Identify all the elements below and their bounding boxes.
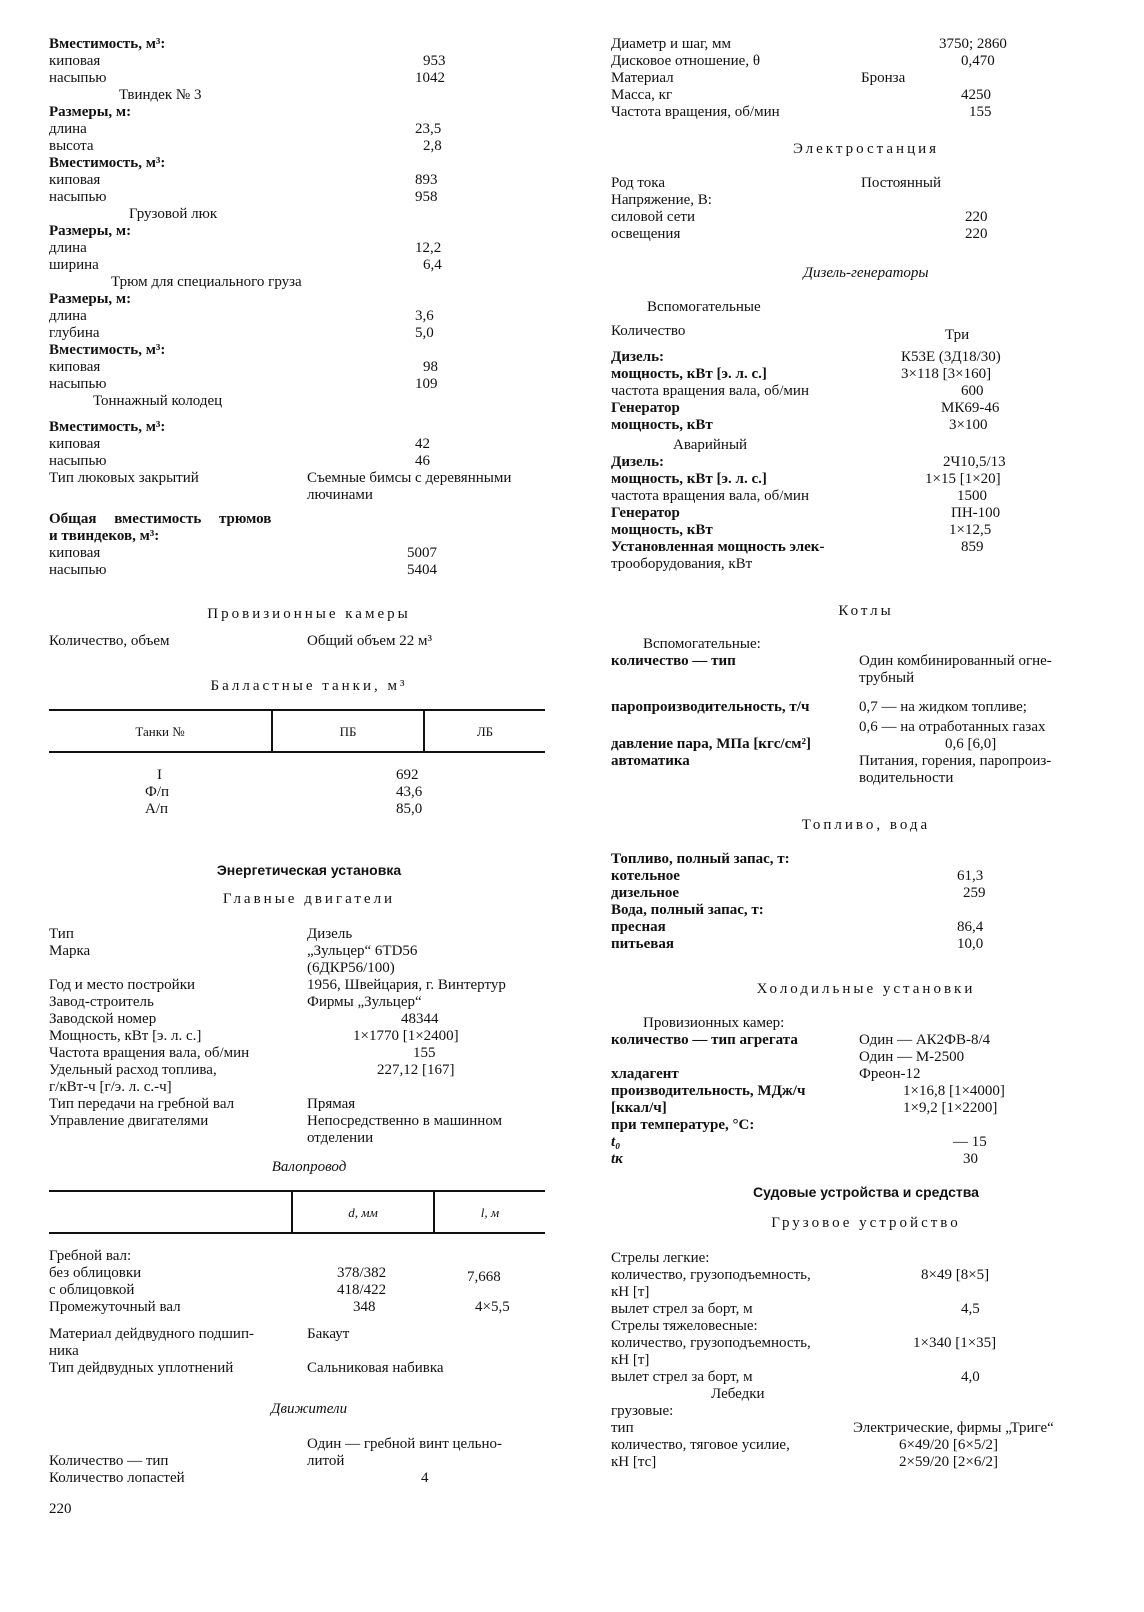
value: Три (945, 327, 970, 343)
label: Заводской номер (49, 1011, 157, 1027)
label: Управление двигателями (49, 1113, 209, 1129)
label: t₀ (611, 1134, 621, 1150)
label: Тип люковых закрытий (49, 470, 199, 486)
value: 0,6 — на отработанных газах (859, 719, 1046, 735)
label: Материал дейдвудного подшип- (49, 1326, 254, 1342)
label: Вместимость, м³: (49, 155, 166, 171)
value: 98 (423, 359, 438, 375)
label: [ккал/ч] (611, 1100, 667, 1116)
section-title: Судовые устройства и средства (753, 1184, 979, 1200)
label: Мощность, кВт [э. л. с.] (49, 1028, 202, 1044)
label: Вместимость, м³: (49, 36, 166, 52)
value: трубный (859, 670, 915, 686)
value: 1×15 [1×20] (925, 471, 1001, 487)
label: паропроизводительность, т/ч (611, 699, 810, 715)
value: К53Е (3Д18/30) (901, 349, 1001, 365)
section-title: Балластные танки, м³ (210, 678, 408, 694)
value: 5007 (407, 545, 437, 561)
subheading: Твиндек № 3 (119, 87, 202, 103)
label: мощность, кВт [э. л. с.] (611, 366, 767, 382)
value: 61,3 (957, 868, 984, 884)
value: Бакаут (307, 1326, 350, 1342)
label: Вместимость, м³: (49, 342, 166, 358)
label: Установленная мощность элек- (611, 539, 825, 555)
label: питьевая (611, 936, 674, 952)
cell: Ф/п (145, 784, 170, 800)
subheading: Провизионных камер: (643, 1015, 785, 1031)
table-row (49, 801, 569, 818)
column-header: ЛБ (424, 710, 545, 752)
value: 8×49 [8×5] (921, 1267, 990, 1283)
value: 0,7 — на жидком топливе; (859, 699, 1027, 715)
value: 2×59/20 [2×6/2] (899, 1454, 998, 1470)
label: Топливо, полный запас, т: (611, 851, 790, 867)
value: Один комбинированный огне- (859, 653, 1052, 669)
label: Род тока (611, 175, 665, 191)
label: кН [т] (611, 1352, 650, 1368)
section-title: Электростанция (792, 141, 940, 157)
label: давление пара, МПа [кгс/см²] (611, 736, 811, 752)
label: Удельный расход топлива, (49, 1062, 217, 1078)
label: вылет стрел за борт, м (611, 1301, 753, 1317)
label: глубина (49, 325, 100, 341)
cell: А/п (145, 801, 169, 817)
label: г/кВт-ч [г/э. л. с.-ч] (49, 1079, 172, 1095)
label: Количество, объем (49, 633, 170, 649)
label: Год и место постройки (49, 977, 196, 993)
value: лючинами (307, 487, 373, 503)
label: Количество (611, 323, 686, 339)
section-title: Провизионные камеры (207, 606, 411, 622)
value: 0,6 [6,0] (945, 736, 997, 752)
label: Масса, кг (611, 87, 673, 103)
label: Размеры, м: (49, 104, 132, 120)
value: 1956, Швейцария, г. Винтертур (307, 977, 506, 993)
cell: 85,0 (396, 801, 423, 817)
value: 1×9,2 [1×2200] (903, 1100, 998, 1116)
column-header: ПБ (272, 710, 424, 752)
value: 4,0 (961, 1369, 980, 1385)
section-title: Дизель-генераторы (803, 265, 929, 281)
label: Материал (611, 70, 674, 86)
value: 6,4 (423, 257, 442, 273)
value: 953 (423, 53, 446, 69)
value: 1×1770 [1×2400] (353, 1028, 459, 1044)
cell: 348 (353, 1299, 376, 1315)
label: с облицовкой (49, 1282, 135, 1298)
value: 109 (415, 376, 438, 392)
label: Дизель: (611, 454, 664, 470)
value: 893 (415, 172, 438, 188)
value: 958 (415, 189, 438, 205)
value: 3750; 2860 (939, 36, 1007, 52)
label: Частота вращения, об/мин (611, 104, 780, 120)
column-header: d, мм (292, 1191, 434, 1233)
label: Напряжение, В: (611, 192, 712, 208)
label: киповая (49, 53, 101, 69)
value: 10,0 (957, 936, 984, 952)
label: вылет стрел за борт, м (611, 1369, 753, 1385)
subheading: Тоннажный колодец (93, 393, 223, 409)
label: Стрелы тяжеловесные: (611, 1318, 758, 1334)
value: 859 (961, 539, 984, 555)
value: — 15 (953, 1134, 987, 1150)
label: автоматика (611, 753, 690, 769)
label: Частота вращения вала, об/мин (49, 1045, 250, 1061)
label: количество — тип агрегата (611, 1032, 798, 1048)
label: Диаметр и шаг, мм (611, 36, 731, 52)
value: 2,8 (423, 138, 442, 154)
value: 2Ч10,5/13 (943, 454, 1006, 470)
label: Дисковое отношение, θ (611, 53, 761, 69)
label: высота (49, 138, 94, 154)
label: без облицовки (49, 1265, 142, 1281)
value: Общий объем 22 м³ (307, 633, 432, 649)
label: Промежуточный вал (49, 1299, 181, 1315)
section-title: Топливо, вода (801, 817, 931, 833)
label: частота вращения вала, об/мин (611, 383, 809, 399)
label: киповая (49, 359, 101, 375)
label: Стрелы легкие: (611, 1250, 710, 1266)
value: 48344 (401, 1011, 439, 1027)
label: грузовые: (611, 1403, 674, 1419)
section-title: Энергетическая установка (216, 862, 402, 878)
cell: 7,668 (467, 1269, 501, 1285)
label: Генератор (611, 400, 680, 416)
subheading: Вспомогательные: (643, 636, 761, 652)
label: насыпью (49, 376, 107, 392)
value: Дизель (307, 926, 353, 942)
left-column (49, 36, 569, 1518)
table-row (49, 784, 569, 801)
column-header: Танки № (49, 710, 272, 752)
column-header: l, м (434, 1191, 545, 1233)
label: хладагент (611, 1066, 679, 1082)
label: кН [тс] (611, 1454, 657, 1470)
value: 1042 (415, 70, 445, 86)
section-title: Главные двигатели (222, 891, 396, 907)
value: Бронза (861, 70, 906, 86)
cell: 43,6 (396, 784, 423, 800)
label: киповая (49, 436, 101, 452)
label: Завод-строитель (49, 994, 154, 1010)
page-number: 220 (49, 1501, 72, 1517)
value: Фреон-12 (859, 1066, 921, 1082)
value: 227,12 [167] (377, 1062, 455, 1078)
value: отделении (307, 1130, 374, 1146)
label: длина (49, 240, 87, 256)
value: 4250 (961, 87, 991, 103)
value: (6ДКР56/100) (307, 960, 395, 976)
value: 155 (413, 1045, 436, 1061)
label: количество — тип (611, 653, 736, 669)
label: Количество — тип (49, 1453, 169, 1469)
label: при температуре, °С: (611, 1117, 755, 1133)
value: 46 (415, 453, 430, 469)
value: 3×100 (949, 417, 988, 433)
value: 1×12,5 (949, 522, 992, 538)
subheading: Аварийный (673, 437, 748, 453)
value: Один — М-2500 (859, 1049, 965, 1065)
value: 4,5 (961, 1301, 980, 1317)
value: 0,470 (961, 53, 995, 69)
label: пресная (611, 919, 666, 935)
table-row (49, 767, 569, 784)
value: 3,6 (415, 308, 434, 324)
label: ширина (49, 257, 99, 273)
value: 5404 (407, 562, 437, 578)
value: Непосредственно в машинном (307, 1113, 503, 1129)
ballast-table (49, 709, 545, 753)
label: частота вращения вала, об/мин (611, 488, 809, 504)
section-title: Движители (270, 1401, 348, 1417)
value: 1×340 [1×35] (913, 1335, 997, 1351)
value: 42 (415, 436, 430, 452)
section-title: Грузовое устройство (771, 1215, 961, 1231)
subheading: Трюм для специального груза (111, 274, 302, 290)
value: 600 (961, 383, 984, 399)
label: производительность, МДж/ч (611, 1083, 806, 1099)
label: Общая вместимость трюмов (49, 511, 272, 527)
value: 220 (965, 226, 988, 242)
label: Марка (49, 943, 91, 959)
value: 86,4 (957, 919, 984, 935)
label: количество, грузоподъемность, (611, 1335, 811, 1351)
label: освещения (611, 226, 681, 242)
cell: 378/382 (337, 1265, 387, 1281)
label: мощность, кВт (611, 522, 713, 538)
label: киповая (49, 172, 101, 188)
subheading: Грузовой люк (129, 206, 218, 222)
value: Съемные бимсы с деревянными (307, 470, 512, 486)
value: 220 (965, 209, 988, 225)
label: насыпью (49, 562, 107, 578)
cell: 418/422 (337, 1282, 387, 1298)
label: киповая (49, 545, 101, 561)
value: 259 (963, 885, 986, 901)
label: кН [т] (611, 1284, 650, 1300)
label: Количество лопастей (49, 1470, 185, 1486)
label: мощность, кВт (611, 417, 713, 433)
column-header (49, 1191, 292, 1233)
label: насыпью (49, 453, 107, 469)
value: литой (307, 1453, 345, 1469)
shaft-table (49, 1190, 545, 1234)
label: количество, грузоподъемность, (611, 1267, 811, 1283)
label: дизельное (611, 885, 680, 901)
value: 1500 (957, 488, 987, 504)
right-column (611, 36, 1121, 1471)
label: Размеры, м: (49, 223, 132, 239)
label: длина (49, 308, 87, 324)
label: Тип дейдвудных уплотнений (49, 1360, 234, 1376)
value: 4 (421, 1470, 429, 1486)
section-title: Валопровод (271, 1159, 347, 1175)
label: Вода, полный запас, т: (611, 902, 764, 918)
label: насыпью (49, 70, 107, 86)
value: Один — гребной винт цельно- (307, 1436, 503, 1452)
label: силовой сети (611, 209, 696, 225)
value: Электрические, фирмы „Триге“ (853, 1420, 1054, 1436)
label: и твиндеков, м³: (49, 528, 160, 544)
cell: 692 (396, 767, 419, 783)
cell: I (157, 767, 162, 783)
text (49, 36, 569, 53)
value: Сальниковая набивка (307, 1360, 444, 1376)
label: тип (611, 1420, 634, 1436)
value: „Зульцер“ 6TD56 (307, 943, 418, 959)
value: 155 (969, 104, 992, 120)
label: Гребной вал: (49, 1248, 132, 1264)
value: Один — АК2ФВ-8/4 (859, 1032, 991, 1048)
label: количество, тяговое усилие, (611, 1437, 790, 1453)
value: Фирмы „Зульцер“ (307, 994, 422, 1010)
section-title: Котлы (838, 603, 894, 619)
label: Тип передачи на гребной вал (49, 1096, 235, 1112)
value: Постоянный (861, 175, 941, 191)
value: 3×118 [3×160] (901, 366, 992, 382)
subheading: Вспомогательные (647, 299, 761, 315)
value: водительности (859, 770, 954, 786)
label: Тип (49, 926, 74, 942)
label: Размеры, м: (49, 291, 132, 307)
label: ника (49, 1343, 79, 1359)
value: Питания, горения, паропроиз- (859, 753, 1052, 769)
value: 23,5 (415, 121, 442, 137)
value: МК69-46 (941, 400, 1000, 416)
label: Вместимость, м³: (49, 419, 166, 435)
value: 6×49/20 [6×5/2] (899, 1437, 998, 1453)
value: Прямая (307, 1096, 356, 1112)
label: длина (49, 121, 87, 137)
label: мощность, кВт [э. л. с.] (611, 471, 767, 487)
label: Генератор (611, 505, 680, 521)
subheading: Лебедки (711, 1386, 765, 1402)
label: котельное (611, 868, 680, 884)
value: 30 (963, 1151, 978, 1167)
label: насыпью (49, 189, 107, 205)
label: tк (611, 1151, 623, 1167)
label: трооборудования, кВт (611, 556, 753, 572)
value: ПН-100 (951, 505, 1001, 521)
cell: 4×5,5 (475, 1299, 510, 1315)
value: 12,2 (415, 240, 442, 256)
section-title: Холодильные установки (756, 981, 976, 997)
label: Дизель: (611, 349, 664, 365)
value: 5,0 (415, 325, 434, 341)
value: 1×16,8 [1×4000] (903, 1083, 1005, 1099)
